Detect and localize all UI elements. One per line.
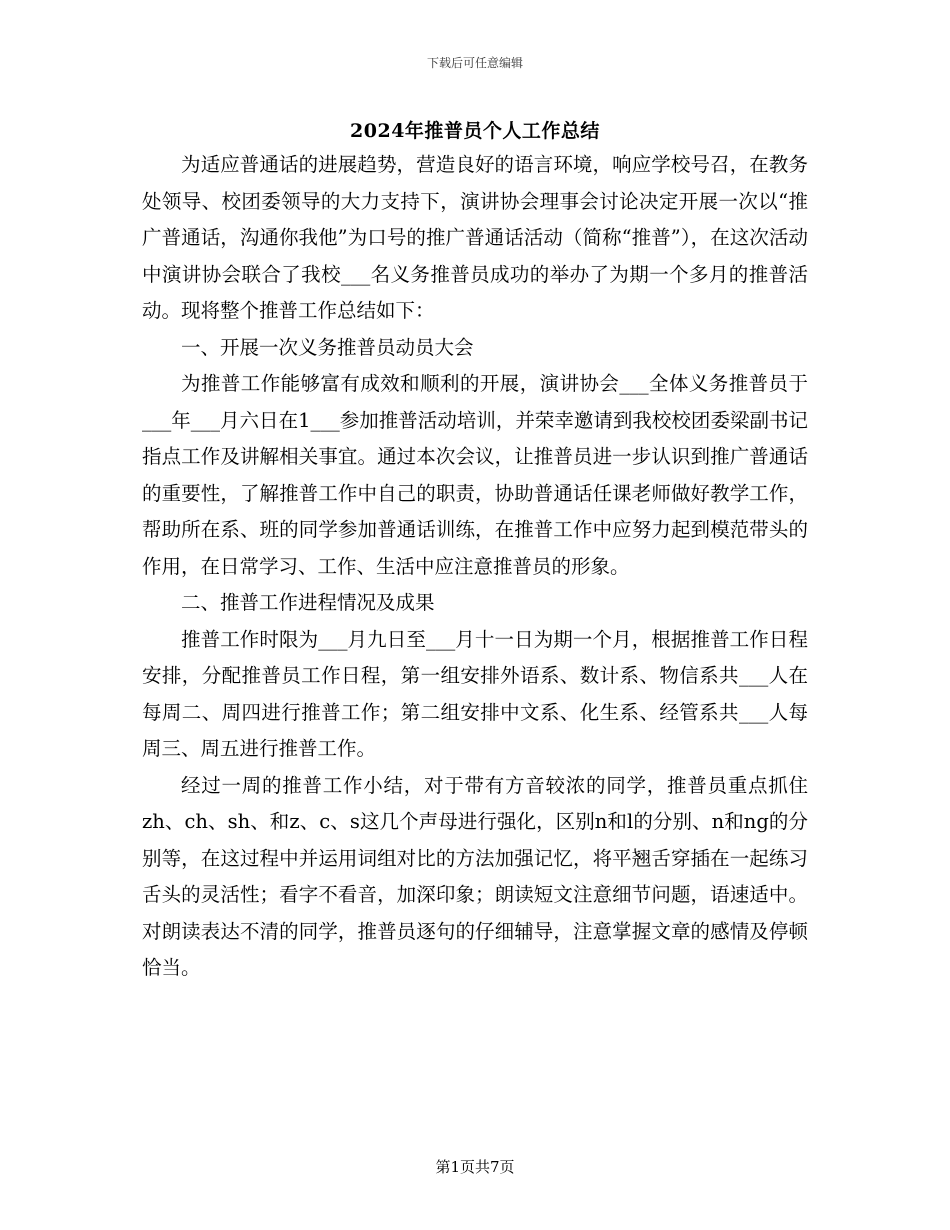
- paragraph-section-1: 为推普工作能够富有成效和顺利的开展，演讲协会___全体义务推普员于___年___月六日在1___参加推普活动培训，并荣幸邀请到我校校团委梁副书记指点工作及讲解相关事宜。通过本次会议，让推普员进一步认识到推广普通话的重要性，了解推普工作中自己的职责，协助普通话任课老师做好教学工作，帮助所在系、班的同学参加普通话训练，在推普工作中应努力起到模范带头的作用，在日常学习、工作、生活中应注意推普员的形象。: [142, 372, 808, 578]
- section-heading-2: 二、推普工作进程情况及成果: [181, 591, 435, 614]
- paragraph-section-2b: 经过一周的推普工作小结，对于带有方音较浓的同学，推普员重点抓住zh、ch、sh、和z、c、s这几个声母进行强化，区别n和l的分别、n和ng的分别等，在这过程中并运用词组对比的方法加强记忆，将平翘舌穿插在一起练习舌头的灵活性；看字不看音，加深印象；朗读短文注意细节问题，语速适中。对朗读表达不清的同学，推普员逐句的仔细辅导，注意掌握文章的感情及停顿恰当。: [142, 773, 808, 979]
- header-note: 下载后可任意编辑: [426, 56, 523, 70]
- document-body: [142, 147, 808, 987]
- section-heading-1: 一、开展一次义务推普员动员大会: [181, 335, 474, 359]
- paragraph-section-2a: 推普工作时限为___月九日至___月十一日为期一个月，根据推普工作日程安排，分配推普员工作日程，第一组安排外语系、数计系、物信系共___人在每周二、周四进行推普工作；第二组安排中文系、化生系、经管系共___人每周三、周五进行推普工作。: [142, 627, 808, 760]
- document-title: 2024年推普员个人工作总结: [350, 120, 600, 142]
- page-number: 第1页共7页: [435, 1158, 515, 1176]
- paragraph-intro: 为适应普通话的进展趋势，营造良好的语言环境，响应学校号召，在教务处领导、校团委领导的大力支持下，演讲协会理事会讨论决定开展一次以“推广普通话，沟通你我他”为口号的推广普通话活动（简称“推普”），在这次活动中演讲协会联合了我校___名义务推普员成功的举办了为期一个多月的推普活动。现将整个推普工作总结如下：: [142, 153, 808, 322]
